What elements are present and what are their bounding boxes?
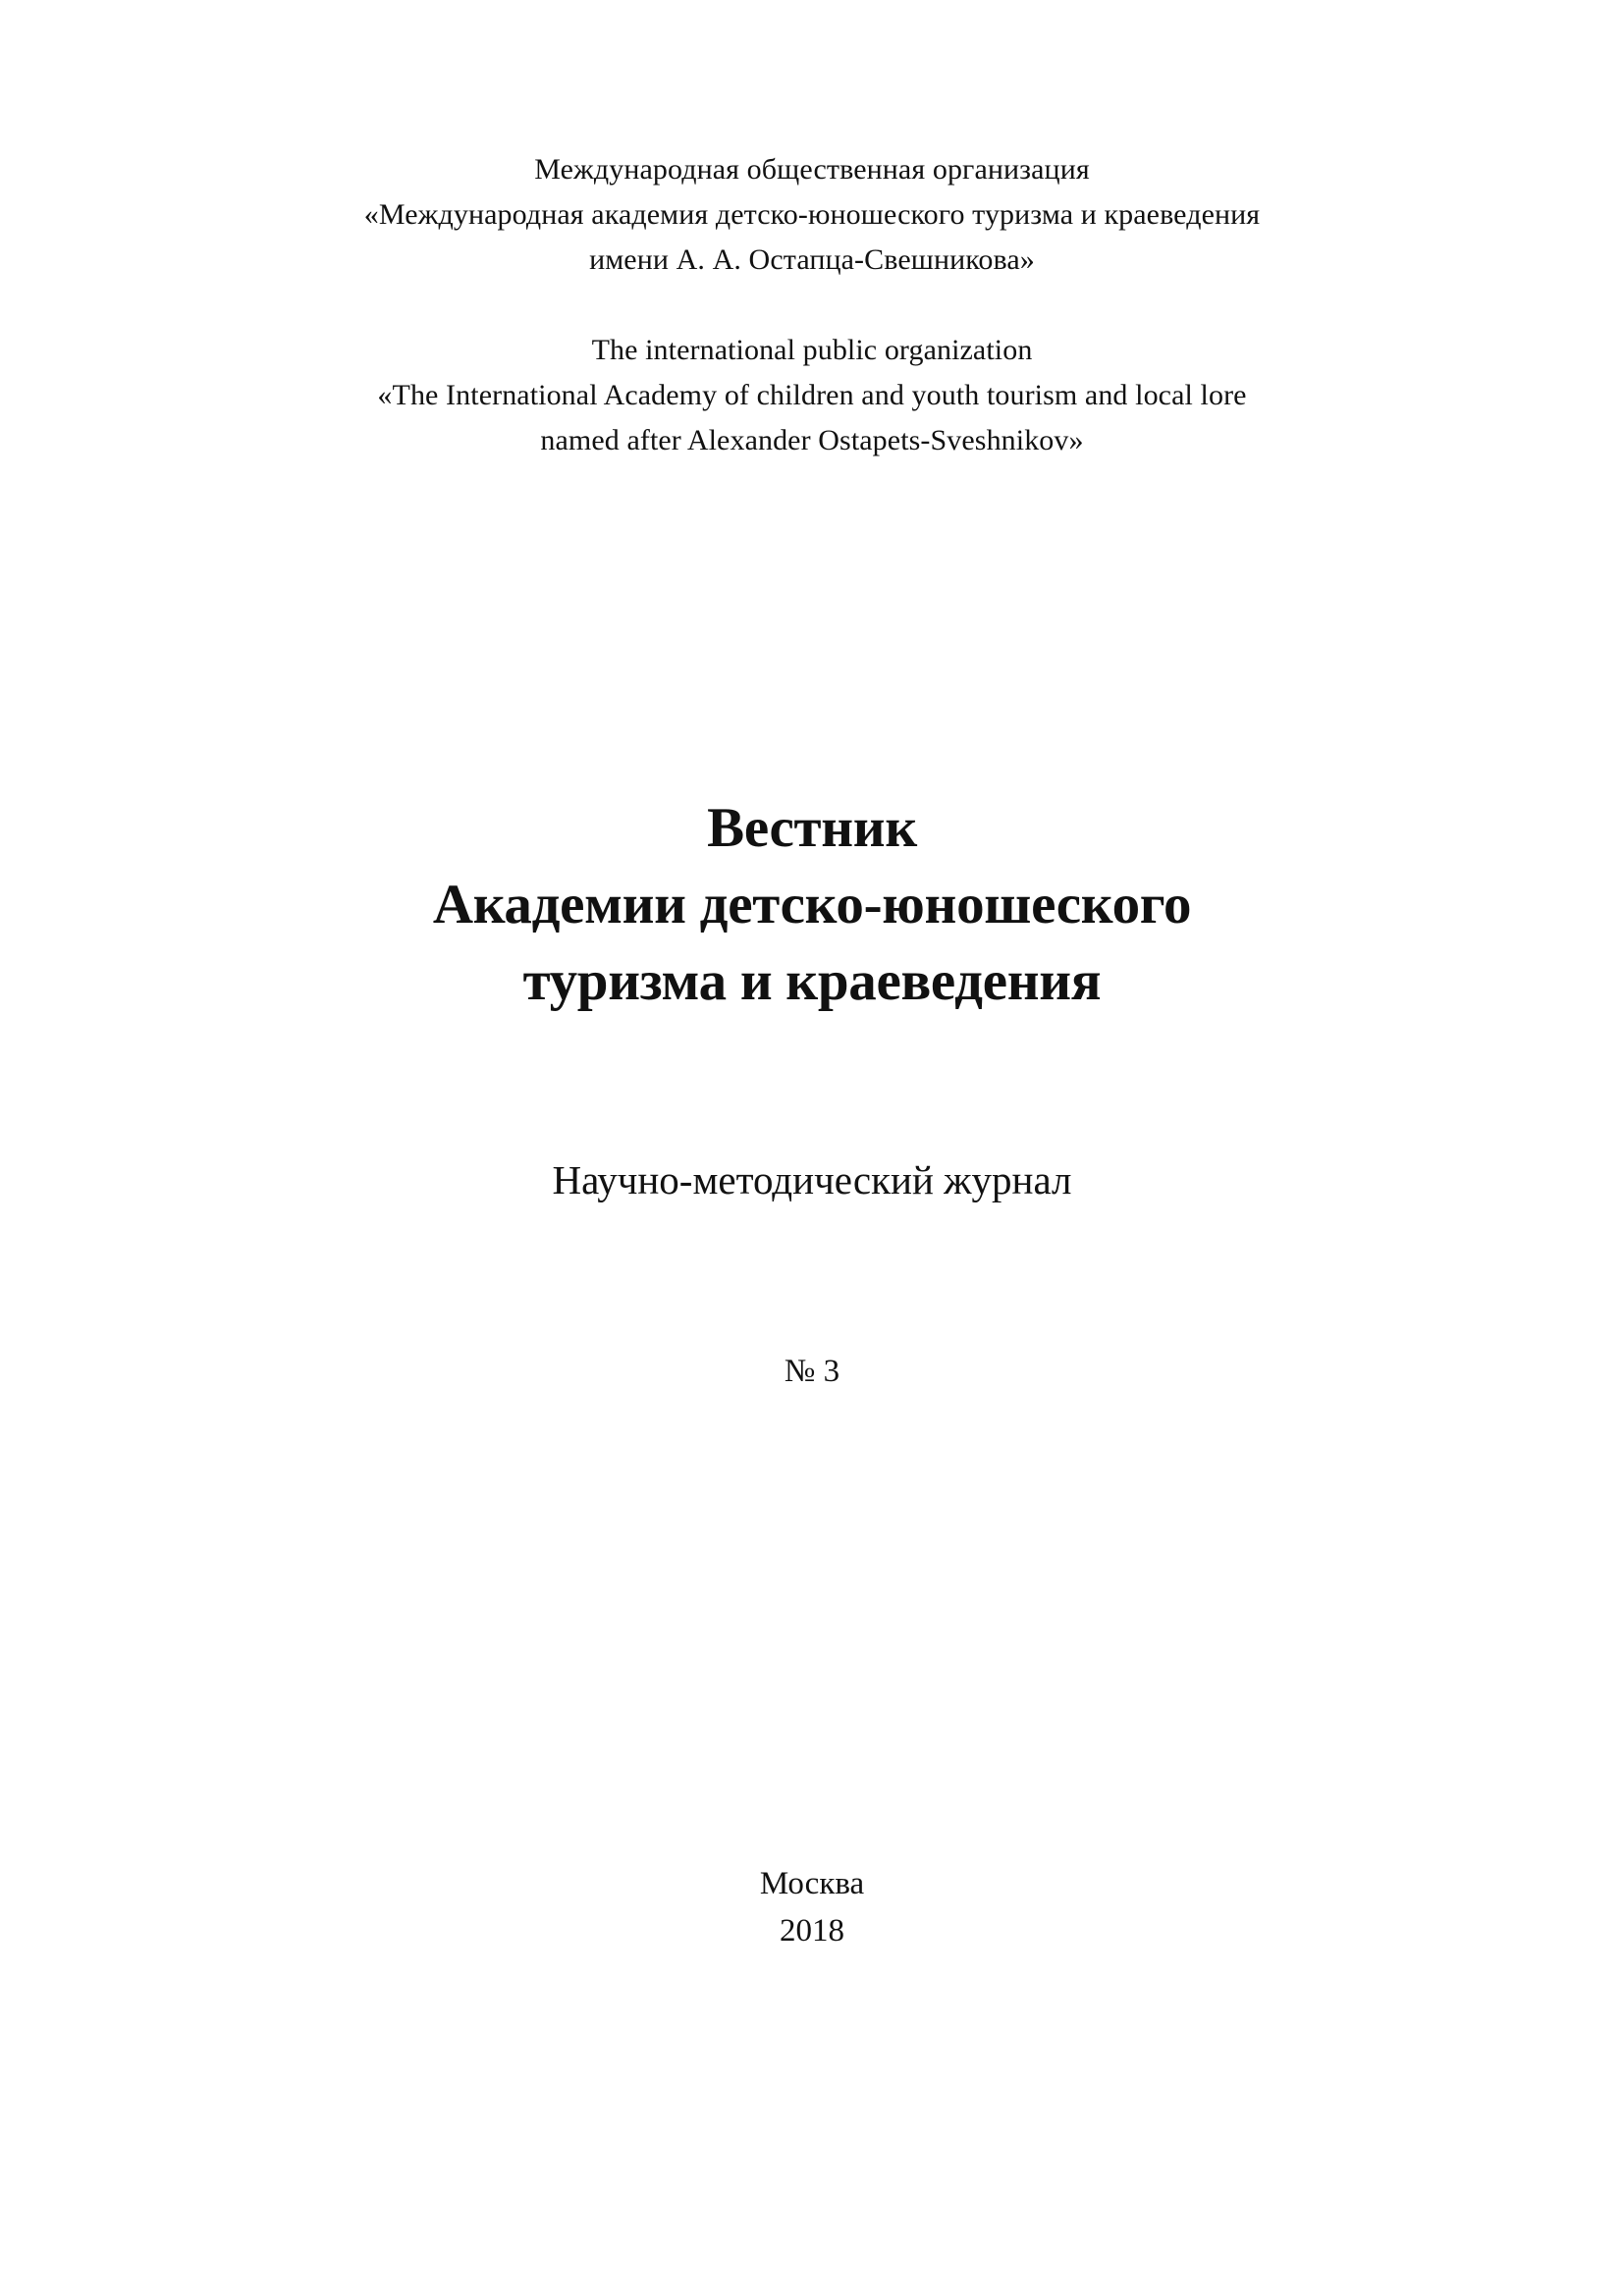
publisher-en-line-3: named after Alexander Ostapets-Sveshnikov» (540, 424, 1084, 456)
issue-block (0, 1350, 1624, 1393)
publisher-block (0, 147, 1624, 463)
title-line-2: Академии детско-юношеского (432, 874, 1192, 935)
publisher-ru-line-2: «Международная академия детско-юношеского туризма и краеведения (363, 198, 1261, 231)
subtitle-text: Научно-методический журнал (552, 1157, 1072, 1202)
issue-number: № 3 (784, 1354, 840, 1389)
publisher-en-line-2: «The International Academy of children and youth tourism and local lore (377, 379, 1247, 411)
title-line-1: Вестник (707, 797, 917, 859)
page-title (0, 790, 1624, 1020)
title-line-3: туризма и краеведения (522, 950, 1102, 1012)
publisher-ru-line-3: имени А. А. Остапца-Свешникова» (589, 243, 1035, 276)
publisher-spacer (0, 283, 1624, 328)
publisher-ru-line-1: Международная общественная организация (534, 153, 1090, 186)
imprint-year: 2018 (780, 1913, 844, 1949)
imprint-city: Москва (759, 1866, 865, 1901)
publisher-en-line-1: The international public organization (591, 334, 1033, 366)
subtitle-block (0, 1153, 1624, 1206)
imprint-block (0, 1860, 1624, 1954)
